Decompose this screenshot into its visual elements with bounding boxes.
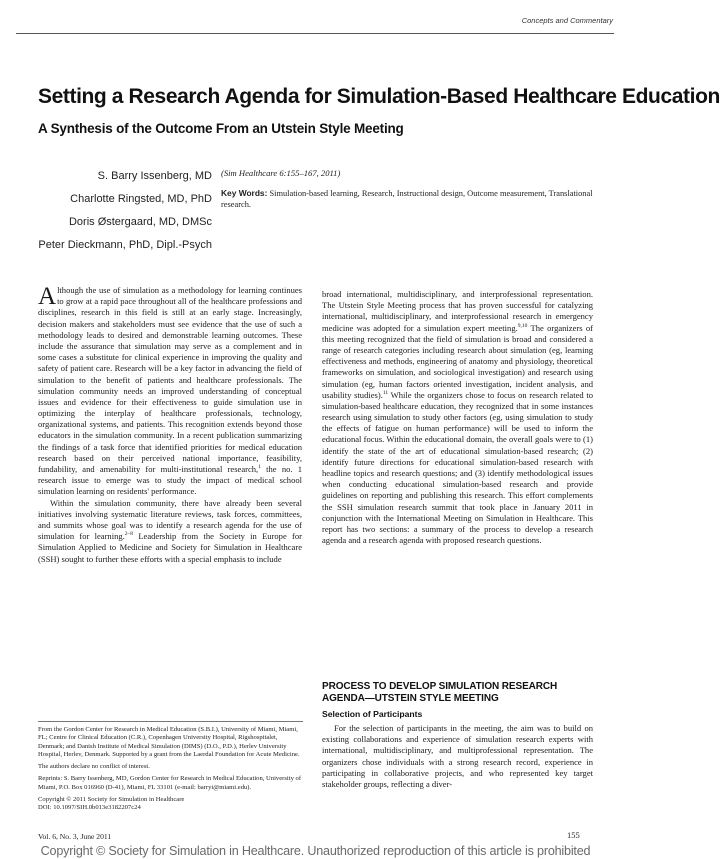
footnote-reprints: Reprints: S. Barry Issenberg, MD, Gordon Center for Research in Medical Education, University of Miami, P.O. Box 016960 (D-41), Miami, FL 33101 (e-mail: barryi@miami.edu). bbox=[38, 775, 302, 791]
body-column-left bbox=[38, 285, 302, 565]
author-list bbox=[20, 168, 212, 260]
keywords-text: Simulation-based learning, Research, Instructional design, Outcome measurement, Translational research. bbox=[221, 189, 593, 209]
subsection-heading: Selection of Participants bbox=[322, 709, 423, 719]
body-paragraph bbox=[38, 498, 302, 565]
intro-paragraph bbox=[38, 285, 302, 498]
paragraph-text: the no. 1 research issue to emerge was to study the impact of medical school simulation learning on residents' performance. bbox=[38, 464, 302, 497]
footnote-copyright: Copyright © 2011 Society for Simulation in Healthcare DOI: 10.1097/SIH.0b013e3182207c24 bbox=[38, 796, 185, 812]
journal-citation: (Sim Healthcare 6:155–167, 2011) bbox=[221, 168, 341, 178]
article-subtitle: A Synthesis of the Outcome From an Utstein Style Meeting bbox=[38, 121, 404, 136]
footnote-conflict: The authors declare no conflict of interest. bbox=[38, 763, 150, 771]
keywords-block bbox=[221, 188, 601, 210]
reference-marker: 2–8 bbox=[124, 531, 134, 538]
body-column-right-lower bbox=[322, 723, 593, 790]
author-name: S. Barry Issenberg, MD bbox=[97, 170, 212, 182]
reference-marker: 11 bbox=[382, 389, 389, 396]
body-paragraph bbox=[322, 289, 593, 546]
reference-marker: 1 bbox=[258, 464, 261, 471]
keywords-label: Key Words: bbox=[221, 188, 268, 198]
paragraph-text: Within the simulation community, there have already been several initiatives involving systematic literature reviews, task forces, committees, and summits whose goal was to identify a research agenda for the use of simulation for learning. bbox=[38, 497, 302, 542]
footnote-rule bbox=[38, 721, 303, 722]
copyright-banner: Copyright © Society for Simulation in Healthcare. Unauthorized reproduction of this article is prohibited bbox=[40, 844, 591, 858]
volume-info: Vol. 6, No. 3, June 2011 bbox=[38, 832, 112, 841]
drop-cap: A bbox=[38, 283, 57, 310]
paragraph-text: broad international, multidisciplinary, and interprofessional representation. The Utstein Style Meeting process that has proven successful for catalyzing international, multidisciplinary, and interprofessional research in emergency medicine was adopted for a simulation expert meeting. bbox=[322, 289, 593, 333]
footnote-affiliations: From the Gordon Center for Research in Medical Education (S.B.I.), University of Miami, Miami, FL; Centre for Clinical Education (C.R.), Copenhagen University Hospital, Rigshospitalet, Denmark; and Danish Institute of Medical Simulation (DIMS) (D.O., P.D.), Herlev University Hospital, Herlev, Denmark. Supported by a grant from the Laerdal Foundation for Acute Medicine. bbox=[38, 726, 300, 758]
section-tag: Concepts and Commentary bbox=[521, 16, 613, 25]
footnotes bbox=[38, 726, 303, 817]
reference-marker: 9,10 bbox=[517, 322, 528, 329]
author-name: Doris Østergaard, MD, DMSc bbox=[68, 216, 212, 228]
paragraph-text: While the organizers chose to focus on research related to simulation-based healthcare education, they recognized that in some instances research using simulation to study other factors (eg, using simulation to study the effects of fatigue on human performance) will be used to inform the educational focus. Within the educational domain, the overall goals were to (1) identify the state of the art of educational simulation-based research; (2) identify future directions for educational simulation-based research with headline topics and research questions; and (3) identify methodological issues when conducting educational simulation-based research and provide guidelines on reporting and publishing this research. This effort complements the SSH simulation research summit that took place in January 2011 in conjunction with the International Meeting on Simulation in Healthcare. This report has two sections: a summary of the process to develop a research agenda and a research agenda with proposed research questions. bbox=[322, 389, 593, 546]
body-column-right bbox=[322, 289, 593, 546]
body-paragraph: For the selection of participants in the meeting, the aim was to build on existing collaborations and experience of simulation research experts with international, multidisciplinary, and multiprofessional representation. The organizers chose individuals with a strong research record, experience in participating in collaborative projects, and who represented key target stakeholder groups, reflecting a diver- bbox=[322, 723, 593, 789]
header-rule bbox=[16, 33, 614, 34]
author-name: Charlotte Ringsted, MD, PhD bbox=[70, 193, 212, 205]
paragraph-text: Leadership from the Society in Europe for Simulation Applied to Medicine and Society for Simulation in Healthcare (SSH) sought to further these efforts with a special emphasis to include bbox=[38, 531, 303, 564]
paragraph-text: lthough the use of simulation as a methodology for learning continues to grow at a rapid pace throughout all of the healthcare professions and disciplines, research in this field is still at an early stage. Increasingly, decision makers and stakeholders must see evidence that the use of such a methodology leads to desired and demonstrable learning outcomes. These include the assurance that simulation may serve as a complement and in some cases a substitute for clinical experience in improving the quality and safety of patient care. Research will be a key factor in advancing the field of simulation to the benefit of patients and healthcare professionals. The simulation community needs an improved understanding of conceptual issues and evidence for their effectiveness to guide simulation use in optimizing the interplay of healthcare professionals, technology, organizational systems, and patients. This recognition extends beyond those educators in the simulation community. In a recent publication summarizing the findings of a task force that identified priorities for medical education research based on their perceived national importance, feasibility, fundability, and amenability for multi-institutional research, bbox=[38, 285, 302, 474]
paragraph-text: The organizers of this meeting recognized that the field of simulation is broad and considered a range of research categories including research about simulation (eg, learning effectiveness and methods, engineering of anatomy and physiology, theoretical frameworks on simulation, and sociological investigation) and research using simulation (eg, human factors oriented investigation, incident analysis, and usability studies). bbox=[322, 322, 593, 400]
author-name: Peter Dieckmann, PhD, Dipl.-Psych bbox=[38, 239, 212, 251]
page-number: 155 bbox=[567, 830, 580, 840]
section-heading: PROCESS TO DEVELOP SIMULATION RESEARCH AGENDA—UTSTEIN STYLE MEETING bbox=[322, 681, 558, 704]
article-title: Setting a Research Agenda for Simulation-Based Healthcare Education bbox=[38, 85, 720, 108]
